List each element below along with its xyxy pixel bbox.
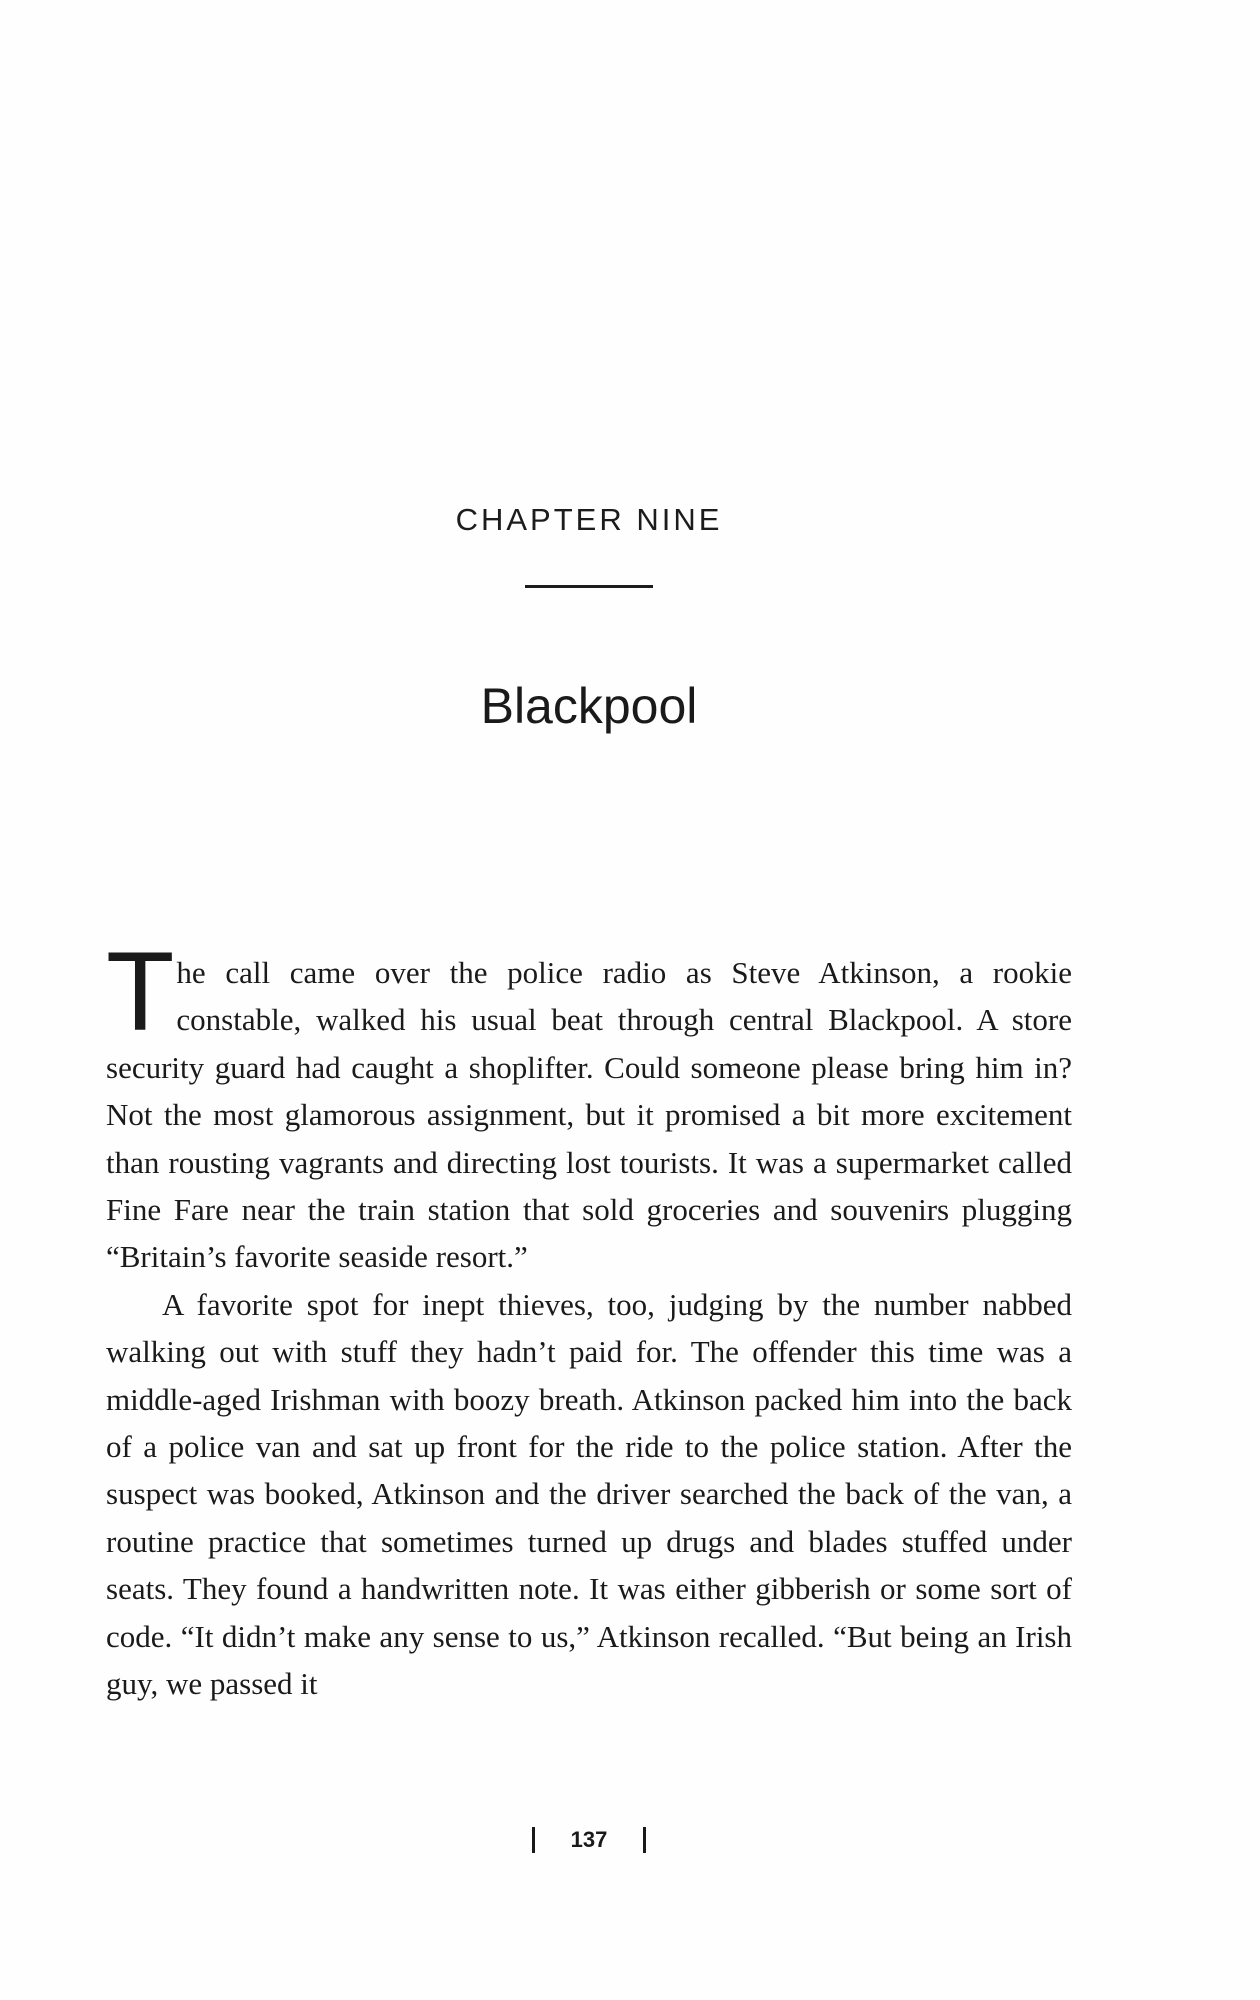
paragraph-2: A favorite spot for inept thieves, too, judging by the number nabbed walking out with stuff they hadn’t paid for. The offender this time was a middle-aged Irishman with boozy breath. Atkinson packed him into the back of a police van and sat up front for the ride to the police station. After the suspect was booked, Atkinson and the driver searched the back of the van, a routine practice that sometimes turned up drugs and blades stuffed under seats. They found a handwritten note. It was either gibberish or some sort of code. “It didn’t make any sense to us,” Atkinson recalled. “But being an Irish guy, we passed it: [106, 1286, 1072, 1702]
page-number-footer: [0, 1826, 1178, 1853]
page-number: 137: [570, 1827, 608, 1853]
folio-left-bar: [532, 1827, 535, 1853]
drop-cap: T: [106, 929, 175, 1054]
folio-right-bar: [643, 1827, 646, 1853]
chapter-title: Blackpool: [480, 678, 698, 734]
chapter-label: CHAPTER NINE: [455, 502, 723, 537]
paragraph-1-text: he call came over the police radio as Steve Atkinson, a rookie constable, walked his usual beat through central Blackpool. A store security guard had caught a shoplifter. Could someone please bring him in? Not the most glamorous assignment, but it promised a bit more excitement than rousting vagrants and directing lost tourists. It was a supermarket called Fine Fare near the train station that sold groceries and souvenirs plugging “Britain’s favorite seaside resort.”: [106, 955, 1072, 1275]
body-text: [106, 929, 1072, 1708]
paragraph-1: [106, 929, 1072, 1281]
chapter-rule: [525, 585, 653, 588]
